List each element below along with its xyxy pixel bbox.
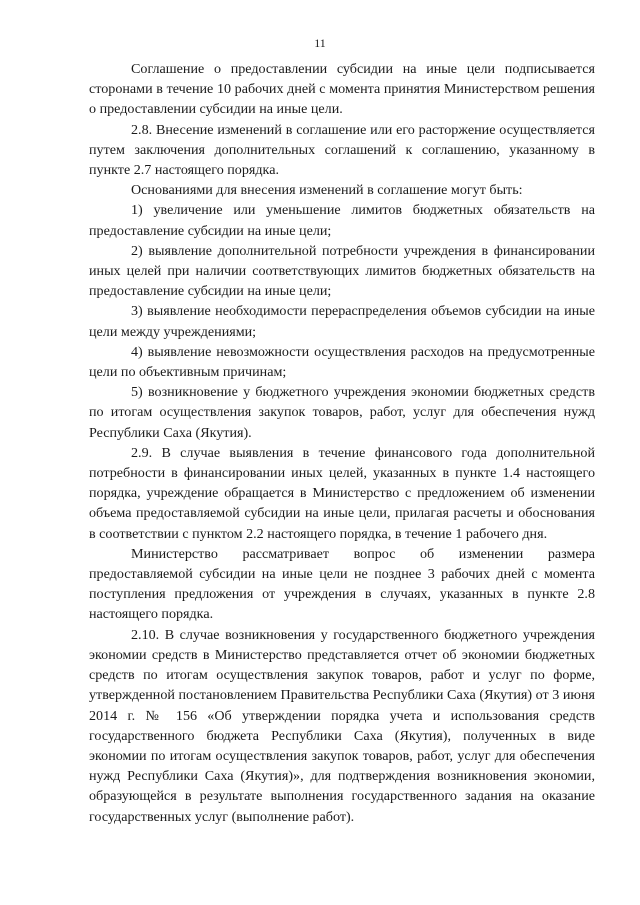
paragraph-grounds-intro: Основаниями для внесения изменений в соглашение могут быть:	[131, 182, 523, 199]
paragraph-ministry-review: Министерство рассматривает вопрос об изменении размера предоставляемой субсидии на иные цели не позднее 3 рабочих дней с момента поступления предложения от учреждения в случаях, указанных в пункте 2.8 настоящего порядка.	[89, 545, 595, 623]
list-item-3: 3) выявление необходимости перераспределения объемов субсидии на иные цели между учреждениями;	[89, 303, 595, 340]
paragraph-2-9: 2.9. В случае выявления в течение финансового года дополнительной потребности в финансировании иных целей, указанных в пункте 1.4 настоящего порядка, учреждение обращается в Министерство с предложением об изменении объема предоставляемой субсидии на иные цели, прилагая расчеты и обоснования в соответствии с пунктом 2.2 настоящего порядка, в течение 1 рабочего дня.	[89, 444, 595, 542]
paragraph-2-8: 2.8. Внесение изменений в соглашение или его расторжение осуществляется путем заключения дополнительных соглашений к соглашению, указанному в пункте 2.7 настоящего порядка.	[89, 121, 595, 179]
page-number: 11	[314, 36, 326, 50]
paragraph-2-10: 2.10. В случае возникновения у государственного бюджетного учреждения экономии средств в Министерство представляется отчет об экономии бюджетных средств по итогам осуществления закупок товаров, работ и услуг по форме, утвержденной постановлением Правительства Республики Саха (Якутия) от 3 июня 2014 г. № 156 «Об утверждении порядка учета и использования средств государственного бюджета Республики Саха (Якутия), полученных в виде экономии по итогам осуществления закупок товаров, работ, услуг для обеспечения нужд Республики Саха (Якутия)», для подтверждения возникновения экономии, образующейся в результате выполнения государственного задания на оказание государственных услуг (выполнение работ).	[89, 626, 595, 825]
list-item-2: 2) выявление дополнительной потребности учреждения в финансировании иных целей при наличии соответствующих лимитов бюджетных обязательств на предоставление субсидии на иные цели;	[89, 242, 595, 300]
document-body	[89, 59, 595, 827]
list-item-4: 4) выявление невозможности осуществления расходов на предусмотренные цели по объективным причинам;	[89, 343, 595, 381]
list-item-5: 5) возникновение у бюджетного учреждения экономии бюджетных средств по итогам осуществления закупок товаров, работ, услуг для обеспечения нужд Республики Саха (Якутия).	[89, 384, 595, 441]
paragraph-agreement-signing: Соглашение о предоставлении субсидии на иные цели подписывается сторонами в течение 10 рабочих дней с момента принятия Министерством решения о предоставлении субсидии на иные цели.	[89, 61, 595, 118]
list-item-1: 1) увеличение или уменьшение лимитов бюджетных обязательств на предоставление субсидии на иные цели;	[89, 202, 595, 239]
